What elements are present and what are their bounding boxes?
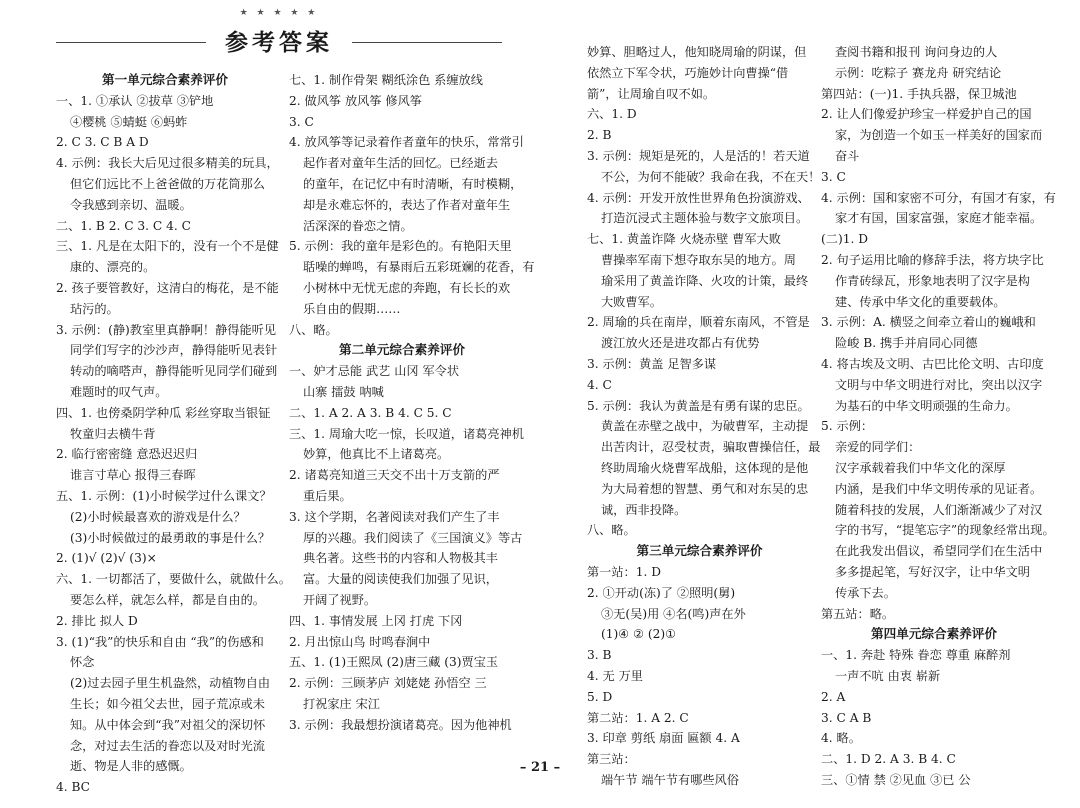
page-number: – 21 – [519,760,561,775]
answer-line: 4. BC [56,780,91,795]
section-heading: 第二单元综合素养评价 [339,342,465,358]
answer-line: 八、略。 [587,523,636,538]
answer-line: 诚，西非投降。 [601,502,687,517]
answer-line: (1)④ ② (2)① [601,627,677,642]
answer-line: 的童年，在记忆中有时清晰，有时模糊， [303,176,523,191]
answer-line: 但它们远比不上爸爸做的万花筒那么 [70,176,265,191]
answer-line: (3)小时候做过的最勇敢的事是什么？ [70,530,271,545]
answer-line: 七、1. 制作骨架 糊纸涂色 系缠放线 [289,73,483,87]
answer-line: ④樱桃 ⑤蜻蜓 ⑥蚂蚱 [70,114,188,129]
answer-line: 渡江放火还是进攻都占有优势 [601,336,760,351]
answer-line: 家，为创造一个如玉一样美好的国家而 [835,128,1043,143]
answer-line: 四、1. 事情发展 上冈 打虎 下冈 [289,613,463,628]
answer-line: 康的、漂亮的。 [70,260,156,275]
answer-line: 打祝家庄 宋江 [303,696,380,711]
answer-line: 内涵，是我们中华文明传承的见证者。 [835,481,1043,496]
answer-line: 4. 示例：我长大后见过很多精美的玩具， [56,156,279,171]
answer-line: 不公，为何不能破？我命在我，不在天！ [601,169,821,184]
answer-line: 2. (1)√ (2)√ (3)× [56,551,157,566]
answer-line: 谁言寸草心 报得三春晖 [70,468,196,483]
answer-line: 四、1. 也傍桑阴学种瓜 彩丝穿取当银钲 [56,405,271,420]
answer-line: 一声不吭 由衷 崭新 [835,668,941,683]
answer-line: 3. 示例：黄盖 足智多谋 [587,356,717,371]
answer-line: 牧童归去横牛背 [70,426,156,441]
answer-line: 二、1. D 2. A 3. B 4. C [821,752,956,767]
answer-line: 2. 孩子要管教好，这清白的梅花，是不能 [56,280,279,295]
answer-line: 却是永难忘怀的，表达了作者对童年生 [303,197,511,212]
answer-line: 3. 示例：我最想扮演诸葛亮。因为他神机 [289,717,512,732]
answer-line: 二、1. B 2. C 3. C 4. C [56,218,191,233]
answer-line: 5. 示例：我认为黄盖是有勇有谋的忠臣。 [587,398,810,413]
answer-line: 2. 月出惊山鸟 时鸣春涧中 [289,634,431,649]
answer-line: 依然立下军令状，巧施妙计向曹操“借 [587,65,789,80]
answer-line: 难题时的叹气声。 [70,384,168,399]
answer-line: ③无(吴)用 ④名(鸣)声在外 [601,606,746,621]
answer-line: 为基石的中华文明顽强的生命力。 [835,398,1018,413]
answer-line: 3. (1)“我”的快乐和自由 “我”的伤感和 [56,634,264,649]
answer-line: 4. 示例：国和家密不可分，有国才有家，有 [821,190,1056,205]
answer-line: 第二站：1. A 2. C [587,710,689,725]
answer-line: 3. C [821,169,846,184]
answer-line: 出苦肉计，忍受杖责，骗取曹操信任，最 [601,440,821,455]
answer-line: 4. 示例：开发开放性世界角色扮演游戏、 [587,190,810,205]
answer-line: 妙算，他真比不上诸葛亮。 [303,447,450,462]
answer-line: 曹操率军南下想夺取东吴的地方。周 [601,252,796,267]
answer-line: 4. C [587,377,612,392]
answer-line: 知。从中体会到“我”对祖父的深切怀 [70,717,266,732]
column-3 [587,42,821,791]
answer-line: 3. C [289,114,314,129]
answer-line: 3. 这个学期，名著阅读对我们产生了丰 [289,509,500,524]
page-title: 参考答案 [225,30,333,56]
answer-line: 3. 印章 剪纸 扇面 匾额 4. A [587,731,740,746]
answer-line: 2. ①开动(冻)了 ②照明(舅) [587,585,736,600]
answer-line: 起作者对童年生活的回忆。已经逝去 [303,156,498,171]
answer-line: 一、1. ①承认 ②拔草 ③铲地 [56,93,214,108]
answer-line: 一、1. 奔赴 特殊 眷恋 尊重 麻醉剂 [821,648,1011,663]
answer-line: 4. 无 万里 [587,668,643,683]
answer-line: 家才有国，国家富强，家庭才能幸福。 [835,211,1043,226]
section-heading: 第一单元综合素养评价 [102,72,228,87]
answer-line: 2. 周瑜的兵在南岸，顺着东南风，不管是 [587,315,810,330]
answer-line: 小树林中无忧无虑的奔跑，有长长的欢 [303,280,511,295]
column-4 [821,42,1056,791]
answer-line: 打造沉浸式主题体验与数字文旅项目。 [601,211,809,226]
answer-line: 第五站：略。 [821,606,895,621]
answer-line: 4. 放风筝等记录着作者童年的快乐，常常引 [289,135,524,150]
answer-line: 大败曹军。 [601,294,662,309]
answer-line: 建、传承中华文化的重要载体。 [835,294,1006,309]
answer-line: 奋斗 [835,148,860,163]
title-rule-right [352,42,502,43]
answer-line: 险峻 B. 携手并肩同心同德 [835,336,978,351]
answer-line: 令我感到亲切、温暖。 [70,197,192,212]
star-decoration: ★ ★ ★ ★ ★ [239,8,319,18]
answer-line: 第三站： [587,752,636,767]
answer-line: 逝、物是人非的感慨。 [70,759,192,774]
answer-line: 2. B [587,128,612,143]
answer-line: 活深深的眷恋之情。 [303,218,413,233]
answer-line: 2. C 3. C B A D [56,135,149,150]
answer-line: 2. 诸葛亮知道三天交不出十万支箭的严 [289,468,500,483]
answer-line: 随着科技的发展，人们渐渐减少了对汉 [835,502,1043,517]
answer-line: (二)1. D [821,232,868,247]
answer-line: 3. C A B [821,710,872,725]
answer-line: 念，对过去生活的眷恋以及对时光流 [70,738,265,753]
answer-line: 同学们写字的沙沙声，静得能听见表针 [70,343,278,358]
answer-line: (2)过去园子里生机盎然，动植物自由 [70,676,271,691]
answer-line: 六、1. D [587,107,637,122]
answer-line: 三、1. 凡是在太阳下的，没有一个不是健 [56,239,279,254]
answer-line: 箭”，让周瑜自叹不如。 [587,86,716,101]
answer-line: 3. B [587,648,612,663]
answer-line: 亲爱的同学们： [835,440,921,455]
answer-line: 聒噪的蝉鸣，有暴雨后五彩斑斓的花香，有 [303,260,535,275]
answer-key-header [56,8,502,64]
answer-line: 示例：吃粽子 赛龙舟 研究结论 [835,65,1002,80]
answer-line: 转动的嘀嗒声，静得能听见同学们碰到 [70,364,278,379]
answer-line: 富。大量的阅读使我们加强了见识， [303,572,498,587]
column-2 [289,70,535,736]
answer-line: 乐自由的假期…… [303,301,401,316]
answer-line: 2. 让人们像爱护珍宝一样爱护自己的国 [821,107,1032,122]
answer-line: 妙算、胆略过人，他知晓周瑜的阴谋，但 [587,45,807,59]
answer-line: 3. 示例：(静)教室里真静啊！静得能听见 [56,322,277,337]
answer-line: 瑜采用了黄盖诈降、火攻的计策，最终 [601,273,809,288]
answer-line: 查阅书籍和报刊 询问身边的人 [835,45,998,59]
answer-line: 2. 做风筝 放风筝 修风筝 [289,93,422,108]
answer-line: 端午节 端午节有哪些风俗 [601,772,739,787]
answer-line: 怀念 [70,655,95,670]
answer-line: 5. D [587,689,613,704]
answer-line: 4. 将古埃及文明、古巴比伦文明、古印度 [821,356,1044,371]
answer-line: 多多提起笔，写好汉字，让中华文明 [835,564,1030,579]
answer-line: 厚的兴趣。我们阅读了《三国演义》等古 [303,530,523,545]
answer-line: 二、1. A 2. A 3. B 4. C 5. C [289,405,452,420]
answer-line: 4. 略。 [821,731,861,746]
answer-line: 生长；如今祖父去世，园子荒凉或未 [70,696,265,711]
answer-line: 为大局着想的智慧、勇气和对东吴的忠 [601,481,809,496]
answer-line: 字的书写，“提笔忘字”的现象经常出现。 [835,523,1055,538]
answer-line: 在此我发出倡议，希望同学们在生活中 [835,544,1043,559]
answer-line: 开阔了视野。 [303,592,377,607]
answer-line: 作青砖绿瓦，形象地表明了汉字是构 [835,273,1030,288]
column-1 [56,70,291,798]
answer-line: 汉字承载着我们中华文化的深厚 [835,460,1006,475]
answer-line: 2. 示例：三顾茅庐 刘姥姥 孙悟空 三 [289,676,487,691]
answer-line: 重后果。 [303,488,352,503]
answer-line: 第一站：1. D [587,564,662,579]
answer-line: 玷污的。 [70,301,119,316]
answer-line: 一、妒才忌能 武艺 山冈 军令状 [289,364,460,379]
answer-line: 八、略。 [289,322,338,337]
answer-line: 2. A [821,689,846,704]
answer-line: 五、1. (1)王熙凤 (2)唐三藏 (3)贾宝玉 [289,655,499,670]
answer-line: 三、①情 禁 ②见血 ③已 公 [821,772,971,787]
answer-line: 第四站：(一)1. 手执兵器，保卫城池 [821,86,1017,101]
answer-line: (2)小时候最喜欢的游戏是什么？ [70,509,246,524]
answer-line: 2. 临行密密缝 意恐迟迟归 [56,447,198,462]
answer-line: 山寨 擂鼓 呐喊 [303,384,384,399]
answer-line: 2. 排比 拟人 D [56,613,138,628]
answer-line: 五、1. 示例：(1)小时候学过什么课文？ [56,488,272,503]
section-heading: 第四单元综合素养评价 [871,626,997,642]
answer-line: 文明与中华文明进行对比，突出以汉字 [835,377,1043,392]
answer-line: 七、1. 黄盖诈降 火烧赤壁 曹军大败 [587,232,781,247]
answer-line: 3. 示例：规矩是死的，人是活的！若天道 [587,148,810,163]
answer-line: 传承下去。 [835,585,896,600]
answer-line: 终助周瑜火烧曹军战船，这体现的是他 [601,460,809,475]
answer-line: 2. 句子运用比喻的修辞手法，将方块字比 [821,252,1044,267]
answer-line: 3. 示例：A. 横竖之间牵立着山的巍峨和 [821,315,1036,330]
section-heading: 第三单元综合素养评价 [636,543,763,559]
answer-line: 典名著。这些书的内容和人物极其丰 [303,551,498,566]
answer-line: 5. 示例： [821,419,874,434]
answer-line: 三、1. 周瑜大吃一惊，长叹道，诸葛亮神机 [289,426,524,441]
answer-line: 六、1. 一切都活了，要做什么，就做什么。 [56,572,291,587]
answer-line: 黄盖在赤壁之战中，为破曹军，主动提 [601,419,809,434]
answer-line: 5. 示例：我的童年是彩色的。有艳阳天里 [289,239,512,254]
answer-line: 要怎么样，就怎么样，都是自由的。 [70,592,265,607]
